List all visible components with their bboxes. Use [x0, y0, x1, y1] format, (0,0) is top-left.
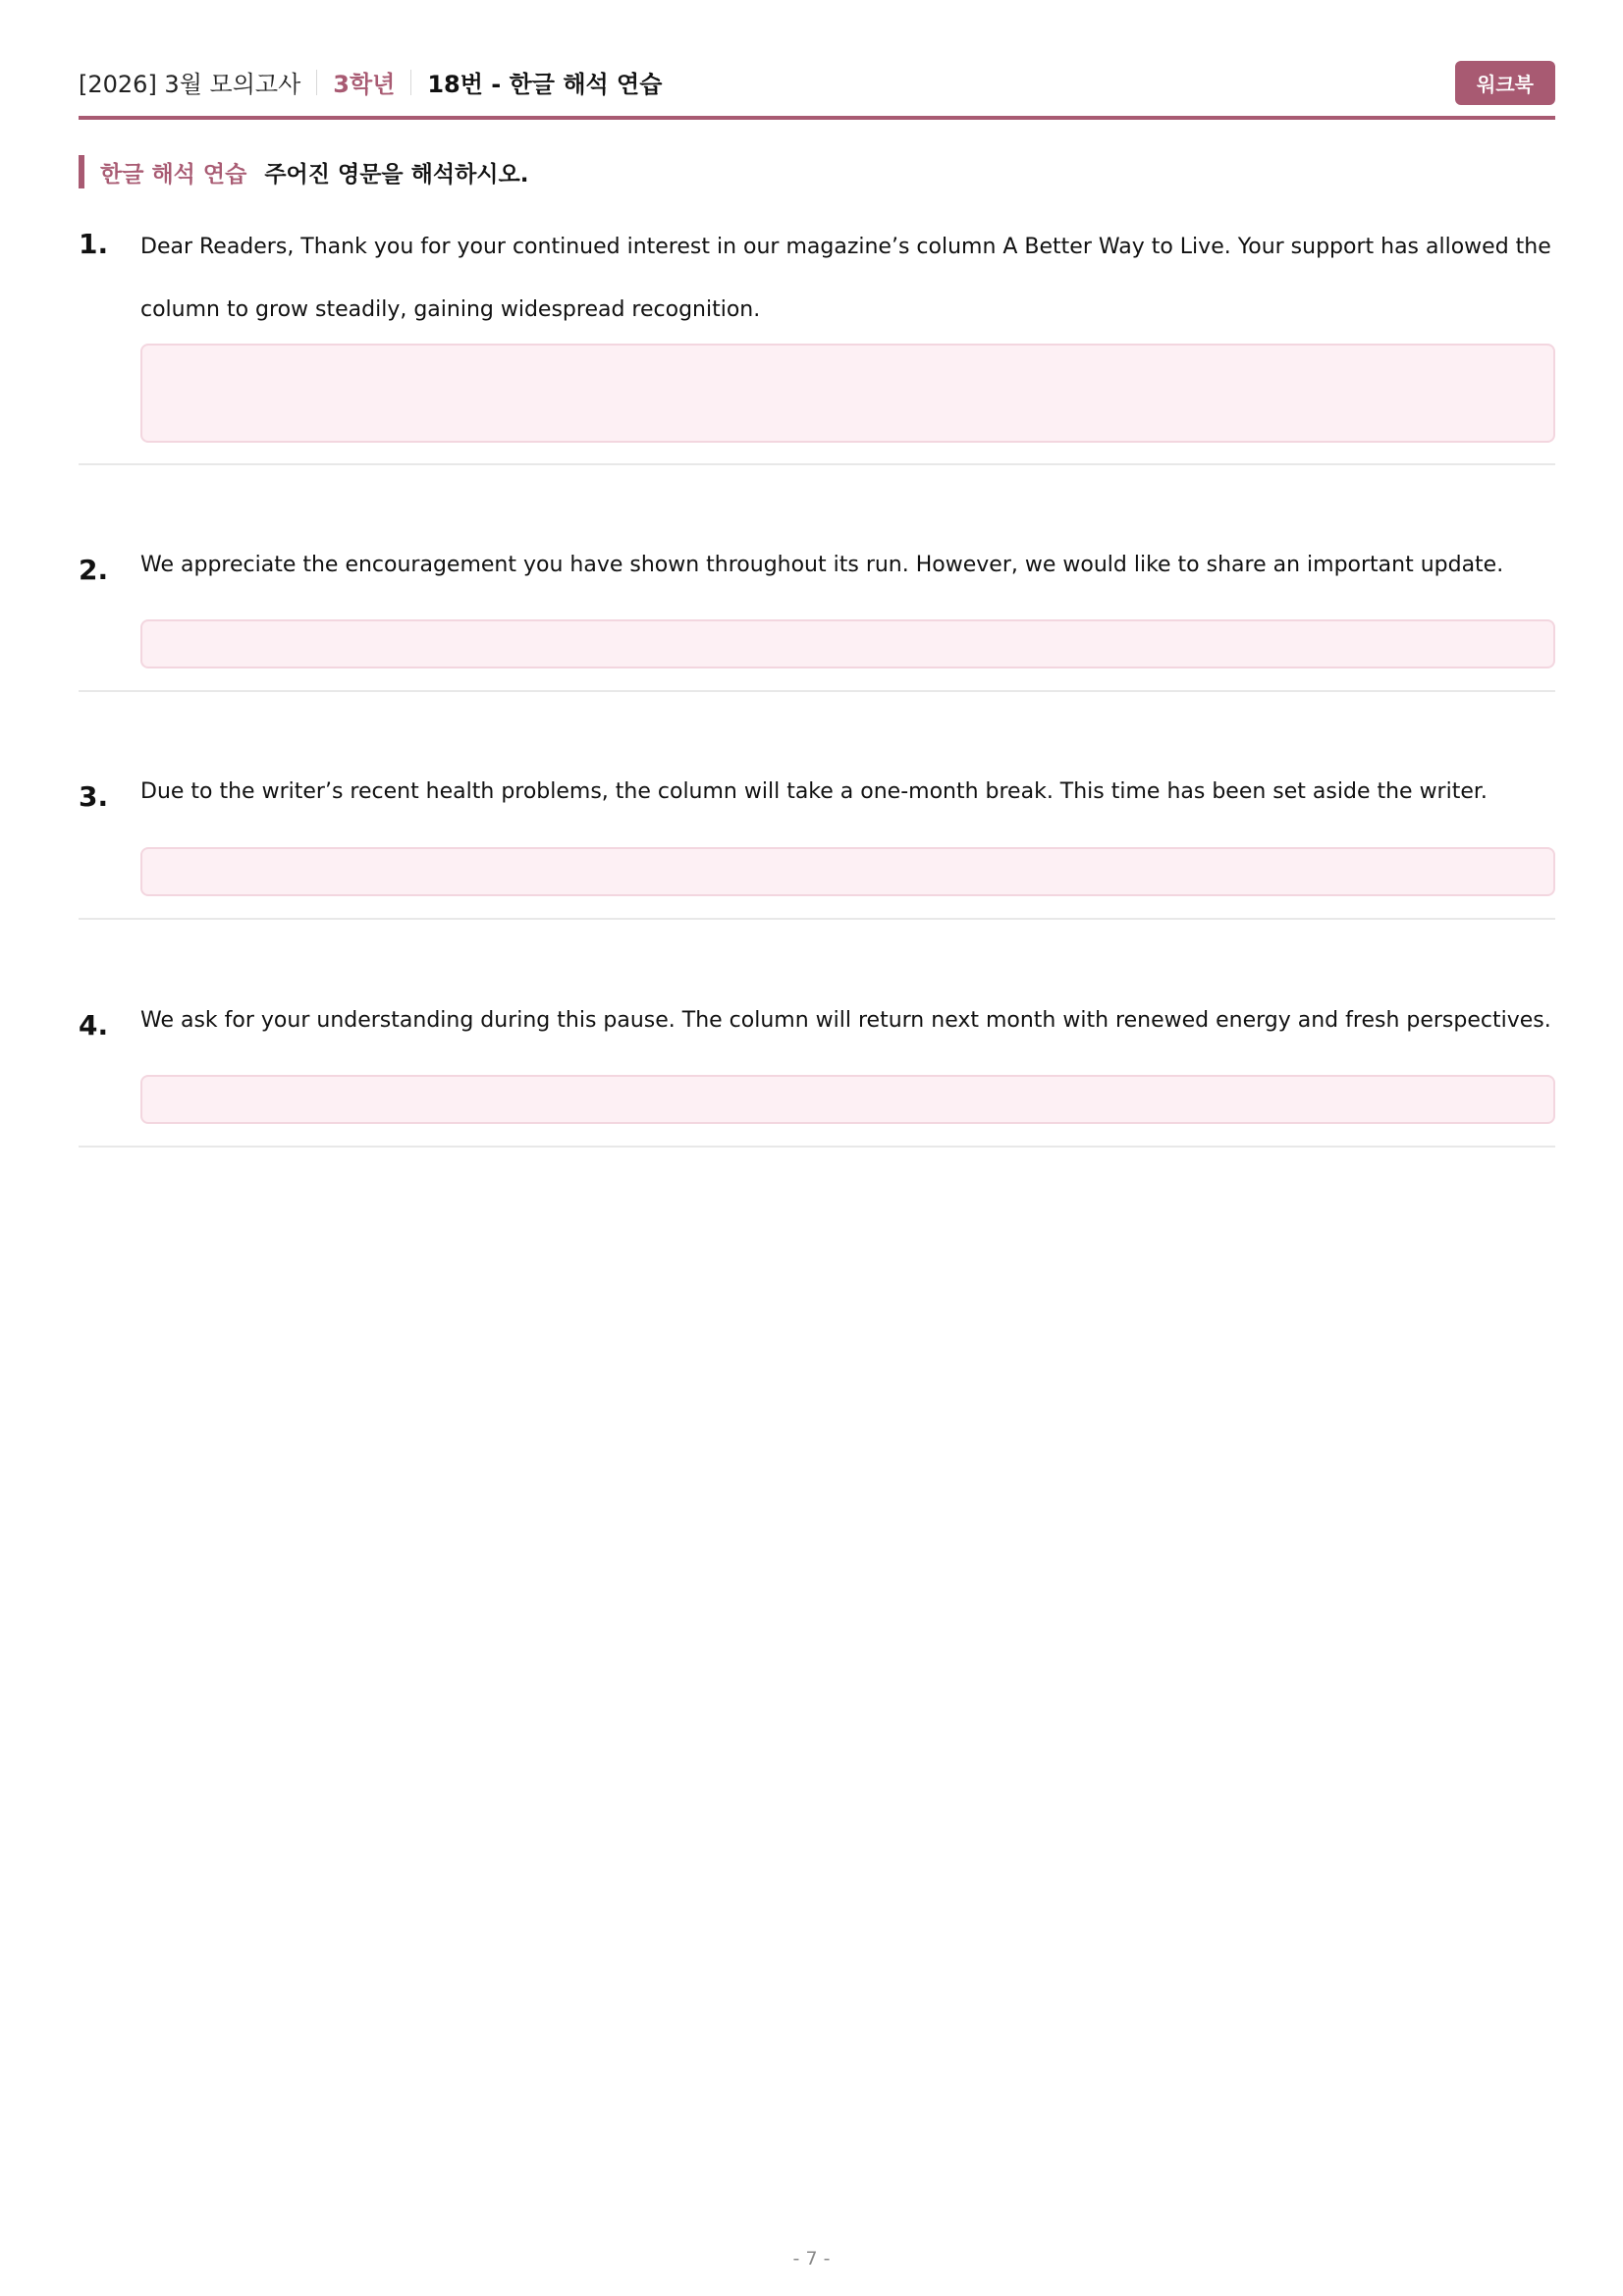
page-number: - 7 - — [792, 2248, 831, 2269]
workbook-badge: 워크북 — [1455, 61, 1555, 105]
question-text: Due to the writer’s recent health problems, the column will take a one-month break. This time has been set aside the writer. — [140, 779, 1488, 804]
section-label: 한글 해석 연습 — [100, 161, 247, 187]
exam-title: [2026] 3월 모의고사 — [79, 71, 301, 98]
question-item — [79, 1001, 1555, 1148]
answer-box[interactable] — [140, 847, 1555, 896]
question-number: 1. — [79, 228, 109, 260]
header-divider — [316, 70, 317, 95]
section-heading — [79, 155, 528, 188]
answer-box[interactable] — [140, 619, 1555, 668]
worksheet-title: 18번 - 한글 해석 연습 — [427, 71, 663, 98]
question-text: We appreciate the encouragement you have shown throughout its run. However, we would like to share an important update. — [140, 553, 1504, 577]
question-item — [79, 218, 1555, 465]
section-instruction: 주어진 영문을 해석하시오. — [264, 161, 529, 187]
question-item — [79, 546, 1555, 692]
header-divider — [410, 70, 411, 95]
question-text: Dear Readers, Thank you for your continued interest in our magazine’s column A Better Way to Live. Your support has allowed the column to grow steadily, gaining widespread recognition. — [140, 235, 1551, 322]
page-header — [79, 61, 1555, 120]
header-breadcrumb — [79, 65, 662, 99]
question-number: 2. — [79, 554, 109, 586]
answer-box[interactable] — [140, 1075, 1555, 1124]
grade-label: 3학년 — [333, 71, 396, 98]
section-accent-bar — [79, 155, 84, 188]
question-number: 3. — [79, 780, 109, 813]
question-number: 4. — [79, 1009, 109, 1041]
question-item — [79, 773, 1555, 920]
question-text: We ask for your understanding during this pause. The column will return next month with renewed energy and fresh perspectives. — [140, 1008, 1551, 1033]
answer-box[interactable] — [140, 344, 1555, 443]
